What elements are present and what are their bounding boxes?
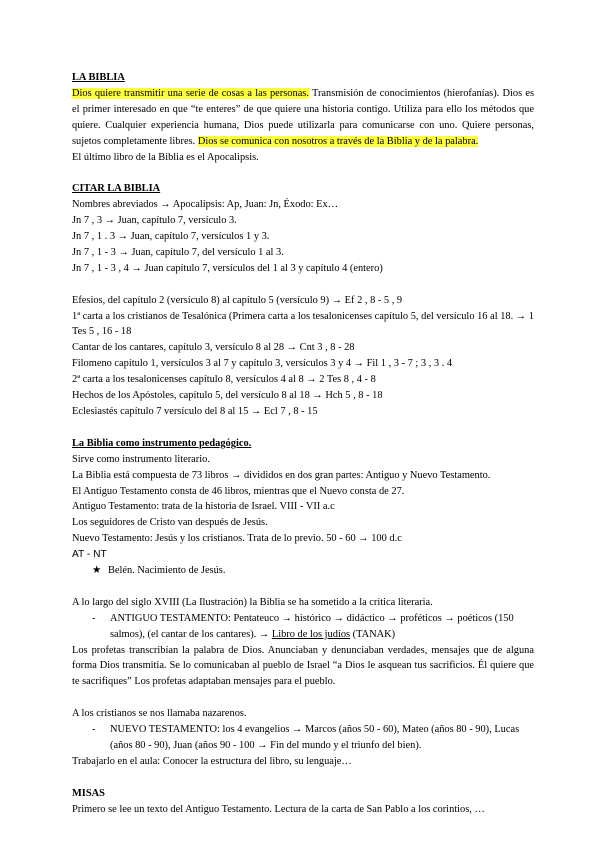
document-page: [72, 70, 534, 818]
list-item-text: Belén. Nacimiento de Jesús.: [108, 565, 226, 577]
highlighted-text: Dios se comunica con nosotros a través de la Biblia y de la palabra.: [197, 135, 479, 147]
text-line: Antiguo Testamento: trata de la historia de Israel. VIII - VII a.c: [72, 501, 335, 513]
highlighted-text: Dios quiere transmitir una serie de cosas a las personas.: [72, 87, 309, 99]
citation-line: Cantar de los cantares, capítulo 3, versículo 8 al 28 → Cnt 3 , 8 - 28: [72, 342, 355, 354]
citation-line: Filomeno capítulo 1, versículos 3 al 7 y capítulo 3, versículos 3 y 4 → Fil 1 , 3 - 7 ; 3 , 3 . 4: [72, 358, 453, 370]
section-title-la-biblia: LA BIBLIA: [72, 72, 125, 83]
citation-line: Eclesiastés capítulo 7 versículo del 8 al 15 → Ecl 7 , 8 - 15: [72, 406, 318, 417]
star-bullet-icon: ★: [92, 565, 102, 577]
list-item: [72, 722, 534, 754]
text-line: Primero se lee un texto del Antiguo Testamento. Lectura de la carta de San Pablo a los corintios, …: [72, 803, 485, 815]
at-nt-label: AT - NT: [72, 549, 107, 561]
citation-line: Jn 7 , 1 . 3 → Juan, capítulo 7, versículos 1 y 3.: [72, 231, 270, 243]
text-line: Los seguidores de Cristo van después de Jesús.: [72, 517, 268, 529]
dash-bullet: -: [92, 612, 96, 624]
section-title-misas: MISAS: [72, 787, 105, 799]
paragraph-profetas: Los profetas transcribían la palabra de Dios. Anunciaban y denunciaban verdades, mensajes que de alguna forma Dios transmitía. Se lo comunicaban al pueblo de Israel “a Dios le asquean tus sacrificios. Él quiere que te sacrifiques” Los profetas adaptaban mensajes para el pueblo.: [72, 644, 534, 688]
list-item-text: NUEVO TESTAMENTO: los 4 evangelios → Marcos (años 50 - 60), Mateo (años 80 - 90), Lucas (años 80 - 90), Juan (años 90 - 100 → Fin del mundo y el triunfo del bien).: [110, 724, 520, 751]
text-line: Trabajarlo en el aula: Conocer la estructura del libro, su lenguaje…: [72, 755, 352, 767]
text-line: A los cristianos se nos llamaba nazarenos.: [72, 708, 247, 720]
paragraph-revelation: [72, 86, 534, 150]
list-item: [72, 563, 534, 579]
text-line: Nuevo Testamento: Jesús y los cristianos. Trata de lo previo. 50 - 60 → 100 d.c: [72, 533, 402, 545]
citation-line: Nombres abreviados → Apocalipsis: Ap, Juan: Jn, Éxodo: Ex…: [72, 199, 339, 211]
text-line: Sirve como instrumento literario.: [72, 453, 210, 465]
section-title-citar: CITAR LA BIBLIA: [72, 183, 161, 195]
underlined-text: Libro de los judíos: [271, 628, 351, 640]
citation-line: Jn 7 , 3 → Juan, capítulo 7, versículo 3.: [72, 215, 237, 227]
paragraph-last-book: El último libro de la Biblia es el Apocalipsis.: [72, 151, 259, 163]
text-line: La Biblia está compuesta de 73 libros → divididos en dos gran partes: Antiguo y Nuevo Testamento.: [72, 469, 491, 481]
paragraph-text: Transmisión de conocimientos (hierofanías). Dios es el primer interesado en que “te enteres” de que quiere una historia contigo. Utiliza para ello los métodos que quiere. Cualquier experiencia humana, Dios puede utilizarla para comunicarse con uno. Quiere personas, sujetos completamente libres.: [72, 87, 534, 147]
citation-line: Efesios, del capítulo 2 (versículo 8) al capítulo 5 (versículo 9) → Ef 2 , 8 - 5 , 9: [72, 294, 403, 306]
list-item-text: [110, 611, 534, 643]
list-item-text-a: ANTIGUO TESTAMENTO: Pentateuco → histórico → didáctico → proféticos → poéticos (150 salmos), (el cantar de los cantares). →: [110, 612, 514, 640]
citation-line: Jn 7 , 1 - 3 , 4 → Juan capítulo 7, versículos del 1 al 3 y capítulo 4 (entero): [72, 262, 383, 274]
text-line: El Antiguo Testamento consta de 46 libros, mientras que el Nuevo consta de 27.: [72, 485, 405, 497]
list-item-text-b: (TANAK): [350, 628, 396, 640]
citation-line: Hechos de los Apóstoles, capítulo 5, del versículo 8 al 18 → Hch 5 , 8 - 18: [72, 390, 383, 402]
citation-line: Jn 7 , 1 - 3 → Juan, capítulo 7, del versículo 1 al 3.: [72, 246, 284, 258]
section-title-pedagogico: La Biblia como instrumento pedagógico.: [72, 437, 252, 449]
citation-line: 2ª carta a los tesalonicenses capítulo 8, versículos 4 al 8 → 2 Tes 8 , 4 - 8: [72, 374, 376, 386]
citation-line: 1ª carta a los cristianos de Tesalónica (Primera carta a los tesalonicenses capítulo 5, del versículo 16 al 18. → 1 Tes 5 , 16 - 18: [72, 310, 534, 338]
dash-bullet: -: [92, 724, 96, 736]
list-item: [72, 611, 534, 643]
text-line: A lo largo del siglo XVIII (La Ilustración) la Biblia se ha sometido a la crítica literaria.: [72, 596, 433, 608]
